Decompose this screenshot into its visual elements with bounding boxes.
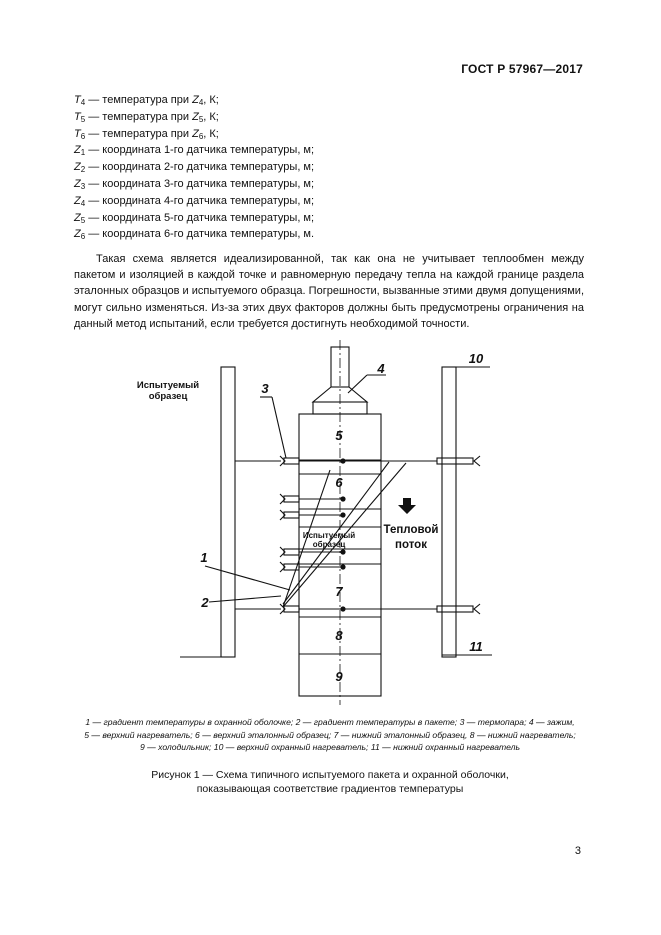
clamp-cone [313,387,367,402]
legend-line-1: 1 — градиент температуры в охранной оболочке; 2 — градиент температуры в пакете; 3 — термопара; 4 — зажим, [85,717,575,727]
thermocouples [284,458,299,612]
callout-8: 8 [335,628,343,643]
document-header: ГОСТ Р 57967—2017 [461,62,583,76]
figure-caption [40,768,620,796]
label-sample-left-1: Испытуемый [136,380,200,391]
callout-4: 4 [377,361,385,376]
callout-11: 11 [469,639,483,654]
caption-line-1: Рисунок 1 — Схема типичного испытуемого пакета и охранной оболочки, [151,769,509,781]
callout-10: 10 [468,351,484,366]
label-sample-left-2: образец [148,391,188,402]
body-paragraph: Такая схема является идеализированной, так как она не учитывает теплообмен между пакетом и изоляцией в каждой точке и равномерную передачу тепла на каждой границе раздела эталонных образцов и испытуемого образца. Погрешности, вызванные этими двумя допущениями, могут сильно изменяться. Из-за этих двух факторов должны быть предусмотрены ограничения на данный метод испытаний, если требуется достигнуть необходимой точности. [74,253,584,330]
gradient-line-guard [283,463,406,607]
label-heat-flow-1: Тепловой [383,524,439,536]
label-sample-center-1: Испытуемый [302,531,356,540]
heat-flow-arrow-icon [398,498,416,514]
definition-row: $Z_4$ — координата 4-го датчика температуры, м; [74,194,315,208]
callout-1: 1 [200,550,208,565]
clamp-shaft [331,347,349,387]
right-guard-column [442,367,456,657]
definition-row: $Z_3$ — координата 3-го датчика температуры, м; [74,177,315,191]
legend-line-2: 5 — верхний нагреватель; 6 — верхний эталонный образец; 7 — нижний эталонный образец, 8 — нижний нагреватель; [84,729,576,740]
clamp-base [313,402,367,414]
callout-5: 5 [335,428,343,443]
definition-row: $T_5$ — температура при $Z_5$, К; [74,110,219,124]
definition-row: $Z_2$ — координата 2-го датчика температуры, м; [74,161,315,175]
gradient-line-stack [283,462,389,604]
callout-2: 2 [201,595,209,610]
callout-9: 9 [335,669,343,684]
callout-6: 6 [335,475,343,490]
caption-line-2: показывающая соответствие градиентов температуры [196,783,464,795]
figure-legend [40,716,620,754]
callout-7: 7 [335,584,343,599]
definitions-list [74,92,314,243]
callout-3: 3 [261,381,269,396]
definition-row: $T_6$ — температура при $Z_6$, К; [74,127,219,141]
label-heat-flow-2: поток [395,539,427,551]
definition-row: $T_4$ — температура при $Z_4$, К; [74,94,219,107]
page-number: 3 [574,845,581,857]
definition-row: $Z_1$ — координата 1-го датчика температуры, м; [74,144,315,158]
label-sample-center-2: образец [312,540,346,549]
left-guard-column [221,367,235,657]
definition-row: $Z_5$ — координата 5-го датчика температуры, м; [74,211,315,225]
stack-body [299,414,381,696]
definition-row: $Z_6$ — координата 6-го датчика температуры, м. [74,228,315,242]
legend-line-3: 9 — холодильник; 10 — верхний охранный нагреватель; 11 — нижний охранный нагреватель [139,742,521,753]
sensor-dots [340,458,345,611]
